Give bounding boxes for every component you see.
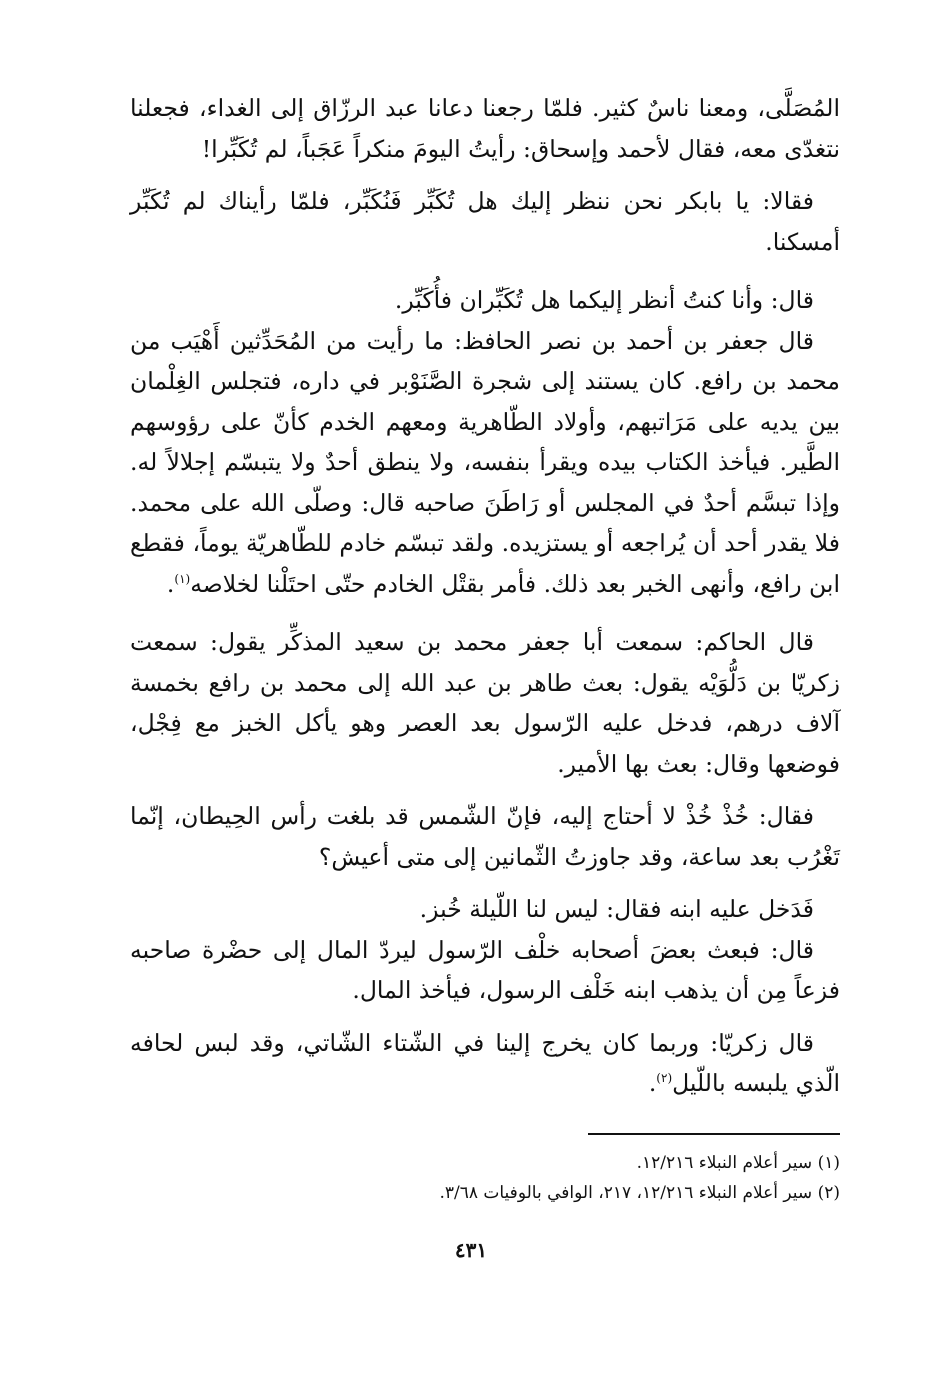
paragraph-3 xyxy=(130,280,840,321)
main-text xyxy=(130,88,840,1104)
paragraph-1 xyxy=(130,88,840,169)
footnotes xyxy=(300,1148,840,1208)
paragraph-5-text: قال الحاكم: سمعت أبا جعفر محمد بن سعيد المذكِّر يقول: سمعت زكريّا بن دَلُّوَيْه يقول: بعث طاهر بن عبد الله إلى محمد بن رافع بخمسة آلاف درهم، فدخل عليه الرّسول بعد العصر وهو يأكل الخبز مع فِجْل، فوضعها وقال: بعث بها الأمير. xyxy=(130,628,840,778)
paragraph-6 xyxy=(130,796,840,877)
page-number: ٤٣١ xyxy=(454,1238,488,1262)
paragraph-8 xyxy=(130,930,840,1011)
footnote-2: (٢) سير أعلام النبلاء ١٢/٢١٦، ٢١٧، الوافي بالوفيات ٣/٦٨. xyxy=(439,1183,840,1203)
paragraph-4: قال جعفر بن أحمد بن نصر الحافظ: ما رأيت من المُحَدِّثين أَهْيَب من محمد بن رافع. كان يستند إلى شجرة الصَّنَوْبر في داره، فتجلس الغِلْمان بين يديه على مَرَاتبهم، وأولاد الطّاهرية ومعهم الخدم كأنّ على رؤوسهم الطَّير. فيأخذ الكتاب بيده ويقرأ بنفسه، ولا ينطق أحدٌ ولا يتبسّم إجلالاً له. وإذا تبسَّم أحدٌ في المجلس أو رَاطَنَ صاحبه قال: وصلّى الله على محمد. فلا يقدر أحد أن يُراجعه أو يستزيده. ولقد تبسّم خادم للطّاهريّة يوماً، فقطع ابن رافع، وأنهى الخبر بعد ذلك. فأمر بقتْل الخادم حتّى احتَلْنا لخلاصه$^{(١)}$. xyxy=(130,326,840,598)
paragraph-2-text: فقالا: يا بابكر نحن ننظر إليك هل تُكَبِّر فَنُكَبِّر، فلمّا رأيناك لم تُكَبِّر أمسكنا. xyxy=(130,187,840,256)
paragraph-9: قال زكريّا: وربما كان يخرج إلينا في الشّتاء الشّاتي، وقد لبس لحافه الّذي يلبسه باللّيل$^{(٢)}$. xyxy=(130,1028,840,1097)
paragraph-7-text: فَدَخل عليه ابنه فقال: ليس لنا اللّيلة خُبز. xyxy=(419,895,814,923)
paragraph-3-text: قال: وأنا كنتُ أنظر إليكما هل تُكَبِّران فأُكَبِّر. xyxy=(394,286,814,314)
footnote-ref-1: (١) xyxy=(174,571,191,586)
footnote-1: (١) سير أعلام النبلاء ١٢/٢١٦. xyxy=(636,1153,840,1173)
paragraph-5 xyxy=(130,622,840,784)
paragraph-1-text: المُصَلَّى، ومعنا ناسٌ كثير. فلمّا رجعنا دعانا عبد الرزّاق إلى الغداء، فجعلنا نتغدّى معه، فقال لأحمد وإسحاق: رأيتُ اليومَ منكراً عَجَباً، لم تُكَبِّرا! xyxy=(130,94,840,163)
paragraph-4-text: قال جعفر بن أحمد بن نصر الحافظ: ما رأيت من المُحَدِّثين أَهْيَب من محمد بن رافع. كان يستند إلى شجرة الصَّنَوْبر في داره، فتجلس الغِلْمان بين يديه على مَرَاتبهم، وأولاد الطّاهرية ومعهم الخدم كأنّ على رؤوسهم الطَّير. فيأخذ الكتاب بيده ويقرأ بنفسه، ولا ينطق أحدٌ ولا يتبسّم إجلالاً له. وإذا تبسَّم أحدٌ في المجلس أو رَاطَنَ صاحبه قال: وصلّى الله على محمد. فلا يقدر أحد أن يُراجعه أو يستزيده. ولقد تبسّم خادم للطّاهريّة يوماً، فقطع ابن رافع، وأنهى الخبر بعد ذلك. فأمر بقتْل الخادم حتّى احتَلْنا لخلاصه xyxy=(130,326,840,598)
paragraph-8-text: قال: فبعث بعضَ أصحابه خلْف الرّسول ليردّ المال إلى حضْرة صاحبه فزعاً مِن أن يذهب ابنه خَلْف الرسول، فيأخذ المال. xyxy=(130,935,840,1004)
paragraph-2 xyxy=(130,181,840,262)
paragraph-9-text: قال زكريّا: وربما كان يخرج إلينا في الشّتاء الشّاتي، وقد لبس لحافه الّذي يلبسه باللّيل xyxy=(130,1028,840,1097)
paragraph-7 xyxy=(130,889,840,930)
footnote-divider xyxy=(588,1133,840,1135)
footnote-ref-2: (٢) xyxy=(656,1071,673,1086)
paragraph-6-text: فقال: خُذْ خُذْ لا أحتاج إليه، فإنّ الشّمس قد بلغت رأس الحِيطان، إنّما تَغْرُب بعد ساعة، وقد جاوزتُ الثّمانين إلى متى أعيش؟ xyxy=(130,802,840,871)
